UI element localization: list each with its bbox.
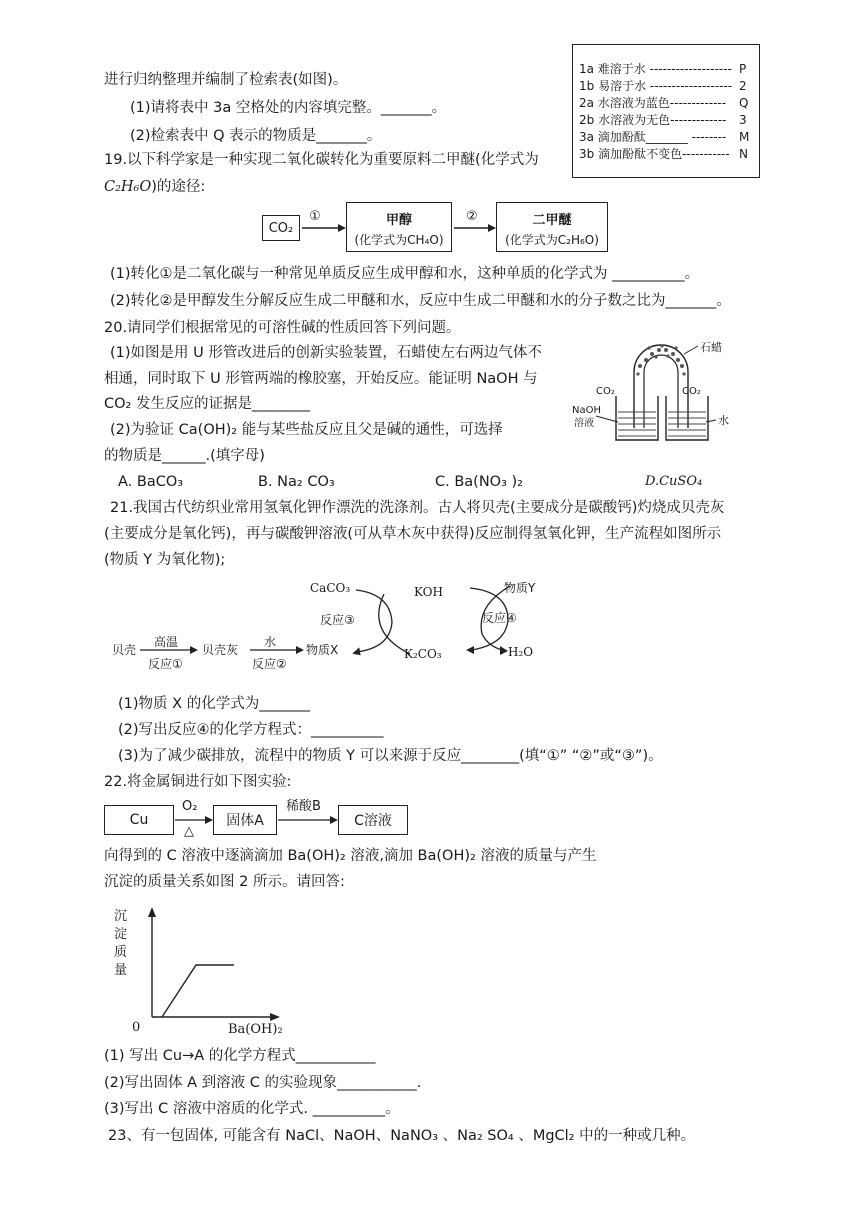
q20-stem: 20.请同学们根据常见的可溶性碱的性质回答下列问题。 bbox=[104, 320, 461, 336]
key-row: 2b 水溶液为无色------------- bbox=[579, 113, 727, 127]
q22-line-2: 沉淀的质量关系如图 2 所示。请回答: bbox=[104, 874, 345, 890]
q20-option-b: B. Na₂ CO₃ bbox=[258, 474, 335, 490]
q21-line-1: 21.我国古代纺织业常用氢氧化钾作漂洗的洗涤剂。古人将贝壳(主要成分是碳酸钙)灼烧成贝壳灰 bbox=[110, 500, 725, 516]
label-wax: 石蜡 bbox=[700, 341, 722, 354]
label-k2co3: K₂CO₃ bbox=[404, 647, 442, 661]
q20-s2-line2: 的物质是______.(填字母) bbox=[104, 448, 265, 464]
key-row-value: N bbox=[739, 147, 748, 161]
label-reaction-4: 反应④ bbox=[482, 611, 517, 625]
y-label-char: 沉 bbox=[114, 909, 128, 924]
dimethyl-ether-box bbox=[496, 202, 608, 252]
label-shell-ash: 贝壳灰 bbox=[202, 643, 239, 657]
wax-leader bbox=[684, 346, 698, 354]
right-beaker-liquid bbox=[668, 412, 706, 436]
arrow-1 bbox=[300, 222, 348, 234]
key-row: 1a 难溶于水 ------------------- bbox=[579, 62, 732, 76]
methanol-name: 甲醇 bbox=[385, 212, 412, 228]
q20-s1-line1: (1)如图是用 U 形管改进后的创新实验装置，石蜡使左右两边气体不 bbox=[110, 345, 542, 361]
q19-stem-line2 bbox=[104, 177, 205, 197]
key-row-value: P bbox=[739, 62, 747, 76]
u-tube-inner bbox=[644, 355, 678, 428]
label-substance-y: 物质Y bbox=[504, 581, 536, 595]
precipitate-curve bbox=[162, 965, 234, 1017]
q22-stem: 22.将金属铜进行如下图实验: bbox=[104, 774, 292, 790]
label-naoh-solution: 溶液 bbox=[574, 418, 594, 429]
q22-line-1: 向得到的 C 溶液中逐滴滴加 Ba(OH)₂ 溶液,滴加 Ba(OH)₂ 溶液的质量与产生 bbox=[104, 848, 597, 864]
dimethyl-ether-name: 二甲醚 bbox=[532, 212, 572, 228]
label-o2: O₂ bbox=[182, 799, 198, 814]
q22-subquestion-2: (2)写出固体 A 到溶液 C 的实验现象___________. bbox=[104, 1075, 422, 1091]
key-row: 2a 水溶液为蓝色------------- bbox=[579, 96, 727, 110]
dimethyl-ether-formula: (化学式为C₂H₆O) bbox=[505, 232, 599, 247]
label-caco3: CaCO₃ bbox=[310, 581, 351, 595]
arrow-2-label: ② bbox=[466, 209, 478, 224]
origin-label: 0 bbox=[132, 1020, 141, 1035]
q19-stem: 19.以下科学家是一种实现二氧化碳转化为重要原料二甲醚(化学式为 bbox=[104, 152, 539, 168]
label-acid-b: 稀酸B bbox=[286, 799, 321, 814]
label-reaction-3: 反应③ bbox=[320, 613, 355, 627]
q20-option-a: A. BaCO₃ bbox=[118, 474, 184, 490]
y-label-char: 量 bbox=[114, 963, 128, 978]
q20-option-c: C. Ba(NO₃ )₂ bbox=[435, 474, 523, 490]
key-row-value: 2 bbox=[739, 79, 747, 93]
key-row-value: 3 bbox=[739, 113, 747, 127]
arrow-2 bbox=[452, 222, 498, 234]
label-co2-right: CO₂ bbox=[682, 386, 701, 397]
q21-line-3: (物质 Y 为氧化物); bbox=[104, 552, 226, 568]
key-row-value: Q bbox=[739, 96, 749, 110]
y-label-char: 淀 bbox=[114, 927, 128, 942]
arrow-a-to-c bbox=[277, 814, 339, 826]
q23-stem: 23、有一包固体, 可能含有 NaCl、NaOH、NaNO₃ 、Na₂ SO₄ 、MgCl₂ 中的一种或几种。 bbox=[108, 1128, 696, 1144]
q20-option-d: D.CuSO₄ bbox=[645, 474, 703, 489]
q19-subquestion-1: (1)转化①是二氧化碳与一种常见单质反应生成甲醇和水，这种单质的化学式为 __________。 bbox=[110, 266, 700, 282]
label-water-reagent: 水 bbox=[264, 635, 277, 649]
label-heat: △ bbox=[184, 824, 194, 839]
label-water: 水 bbox=[718, 414, 729, 427]
arrow-reaction-3 bbox=[356, 590, 392, 652]
label-high-temp: 高温 bbox=[154, 635, 179, 649]
q18-subquestion-1: (1)请将表中 3a 空格处的内容填完整。_______。 bbox=[130, 100, 447, 116]
label-reaction-1: 反应① bbox=[148, 657, 183, 671]
key-row: 3b 滴加酚酞不变色----------- bbox=[579, 147, 730, 161]
solution-c-box: C溶液 bbox=[338, 805, 408, 835]
q21-subquestion-3: (3)为了减少碳排放，流程中的物质 Y 可以来源于反应________(填“①” “②”或“③”)。 bbox=[118, 748, 663, 764]
q20-s2-line1: (2)为验证 Ca(OH)₂ 能与某些盐反应且父是碱的通性，可选择 bbox=[110, 422, 503, 438]
u-tube-outer bbox=[634, 345, 688, 428]
formula-c2h6o: C₂H₆O bbox=[104, 179, 152, 195]
x-axis-label: Ba(OH)₂ bbox=[228, 1022, 283, 1037]
cu-box: Cu bbox=[104, 805, 174, 835]
solid-a-box: 固体A bbox=[213, 805, 277, 835]
key-row-value: M bbox=[739, 130, 750, 144]
label-koh: KOH bbox=[414, 585, 443, 599]
q22-subquestion-1: (1) 写出 Cu→A 的化学方程式___________ bbox=[104, 1048, 376, 1064]
q19-stem-tail: )的途径: bbox=[151, 179, 206, 195]
q22-subquestion-3: (3)写出 C 溶液中溶质的化学式. __________。 bbox=[104, 1101, 400, 1117]
q20-s1-line2: 相通，同时取下 U 形管两端的橡胶塞，开始反应。能证明 NaOH 与 bbox=[104, 371, 538, 387]
arrow-cu-to-a bbox=[174, 814, 214, 826]
label-h2o: H₂O bbox=[508, 645, 534, 659]
label-substance-x: 物质X bbox=[306, 643, 339, 657]
label-naoh: NaOH bbox=[572, 405, 601, 416]
q18-subquestion-2: (2)检索表中 Q 表示的物质是_______。 bbox=[130, 128, 382, 144]
label-shell: 贝壳 bbox=[112, 643, 137, 657]
co2-box: CO₂ bbox=[262, 215, 300, 241]
key-row: 3a 滴加酚酞_______ -------- bbox=[579, 130, 727, 144]
q21-subquestion-1: (1)物质 X 的化学式为_______ bbox=[118, 696, 310, 712]
arrow-1-label: ① bbox=[309, 209, 321, 224]
methanol-formula: (化学式为CH₄O) bbox=[354, 232, 444, 247]
label-co2-left: CO₂ bbox=[596, 386, 615, 397]
intro-line: 进行归纳整理并编制了检索表(如图)。 bbox=[104, 72, 348, 88]
key-row: 1b 易溶于水 ------------------- bbox=[579, 79, 733, 93]
y-label-char: 质 bbox=[114, 945, 128, 960]
left-beaker-liquid bbox=[618, 412, 656, 436]
q20-s1-line3: CO₂ 发生反应的证据是________ bbox=[104, 396, 310, 412]
q19-subquestion-2: (2)转化②是甲醇发生分解反应生成二甲醚和水，反应中生成二甲醚和水的分子数之比为_______。 bbox=[110, 293, 731, 309]
q21-line-2: (主要成分是氧化钙)，再与碳酸钾溶液(可从草木灰中获得)反应制得氢氧化钾，生产流程如图所示 bbox=[104, 526, 722, 542]
methanol-box bbox=[346, 202, 452, 252]
retrieval-key-table bbox=[572, 44, 760, 178]
q21-subquestion-2: (2)写出反应④的化学方程式：__________ bbox=[118, 722, 384, 738]
label-reaction-2: 反应② bbox=[252, 657, 287, 671]
